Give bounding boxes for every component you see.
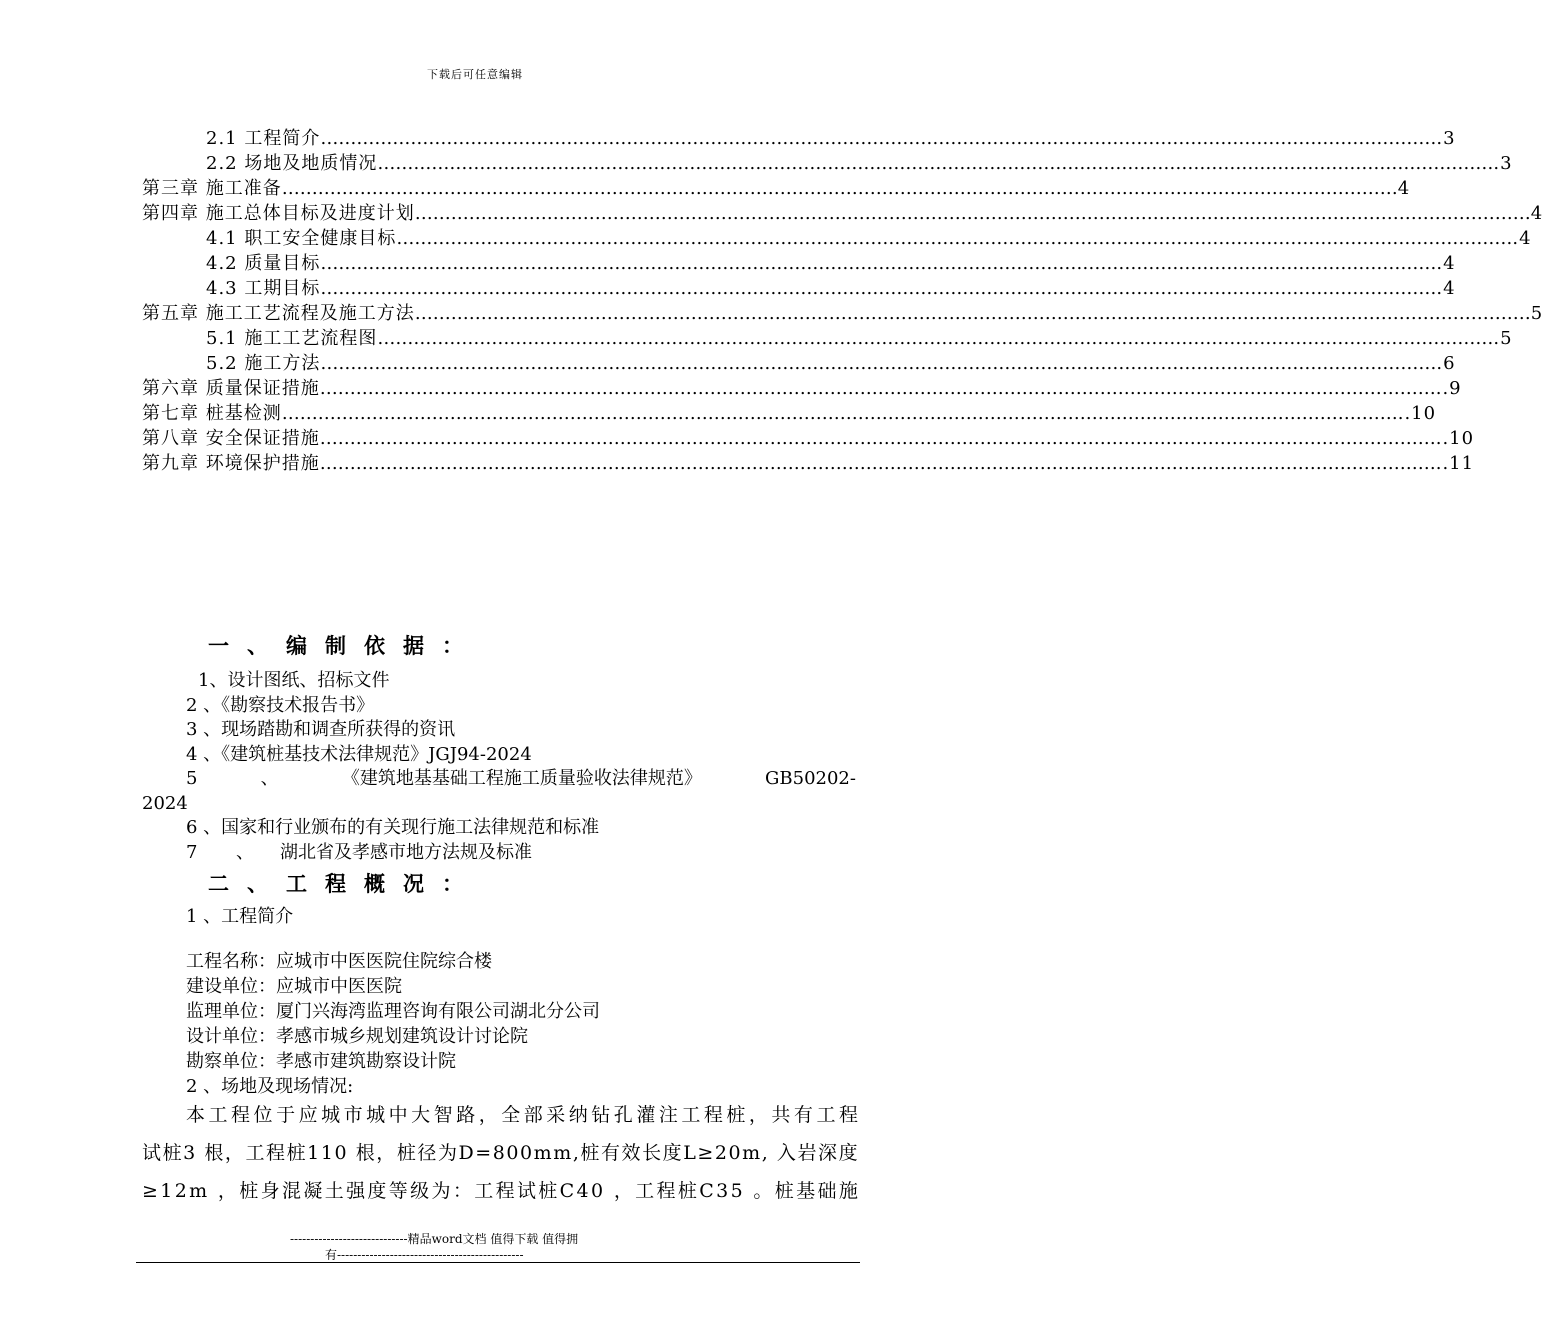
paragraph-line: ≥ 1 2 m ， 桩 身 混 凝 土 强 度 等 级 为 ： 工 程 试 桩 C 4 0 ， 工 程 桩 C 3 5 。 桩 基 础 施	[142, 1180, 858, 1202]
toc-entry	[142, 174, 1411, 199]
toc-entry	[142, 299, 1543, 324]
item-text: 湖北省及孝感市地方法规及标准	[280, 841, 532, 863]
toc-entry-label: 第五章 施工工艺流程及施工方法	[142, 303, 415, 324]
list-item	[142, 767, 858, 792]
toc-entry-label: 第七章 桩基检测	[142, 403, 282, 424]
toc-leader-dots: ……………………………………………………………………………………………………………………………………………………………………	[281, 178, 1398, 199]
toc-entry-label: 4.3 工期目标	[206, 278, 321, 299]
toc-entry-page: .3	[1436, 128, 1456, 149]
section-title-basis: 一、编制依据：	[208, 633, 481, 658]
subsection-title: 2 、场地及现场情况:	[186, 1076, 354, 1097]
list-item: 6 、国家和行业颁布的有关现行施工法律规范和标准	[186, 817, 600, 838]
list-item: 2 、《勘察技术报告书》	[186, 694, 375, 716]
toc-entry	[142, 149, 1513, 174]
toc-entry-page: .5	[1493, 328, 1513, 349]
toc-entry-page: ..10	[1435, 428, 1475, 449]
overview-block	[186, 904, 858, 1099]
toc-entry-page: .4	[1436, 253, 1456, 274]
toc-entry	[142, 349, 1456, 374]
item-separator: 、	[260, 768, 279, 789]
toc-entry-page: .3	[1493, 153, 1513, 174]
table-of-contents	[142, 124, 1543, 474]
toc-leader-dots: ……………………………………………………………………………………………………………………………………………………………………	[281, 403, 1398, 424]
info-line: 监理单位：厦门兴海湾监理咨询有限公司湖北分公司	[186, 1001, 600, 1022]
toc-leader-dots: ……………………………………………………………………………………………………………………………………………………………………	[319, 453, 1436, 474]
toc-entry-label: 第六章 质量保证措施	[142, 378, 320, 399]
toc-entry-label: 2.2 场地及地质情况	[206, 153, 378, 174]
paragraph-line: 试 桩 3 根 ， 工 程 桩 1 1 0 根 ， 桩 径 为 D = 8 0 0 m m , 桩 有 效 长 度 L ≥ 2 0 m , 入 岩 深 度	[142, 1142, 858, 1164]
toc-entry-label: 2.1 工程简介	[206, 128, 321, 149]
toc-entry-label: 第三章 施工准备	[142, 178, 282, 199]
page-header: 下载后可任意编辑	[427, 68, 523, 81]
info-line: 设计单位：孝感市城乡规划建筑设计讨论院	[186, 1026, 528, 1047]
toc-entry-page: .6	[1436, 353, 1456, 374]
site-paragraph	[142, 1096, 858, 1210]
toc-entry-page: ..11	[1435, 453, 1475, 474]
item-separator: 、	[236, 841, 254, 863]
toc-entry	[142, 374, 1462, 399]
toc-entry-page: .4	[1436, 278, 1456, 299]
toc-entry	[142, 199, 1543, 224]
toc-entry	[142, 249, 1456, 274]
toc-leader-dots: ……………………………………………………………………………………………………………………………………………………………………	[319, 378, 1436, 399]
toc-entry-page: 5	[1530, 303, 1543, 324]
toc-leader-dots: ……………………………………………………………………………………………………………………………………………………………………	[320, 128, 1437, 149]
toc-entry	[142, 449, 1475, 474]
info-line: 勘察单位：孝感市建筑勘察设计院	[186, 1051, 456, 1072]
item-number: 5	[186, 768, 198, 789]
toc-entry-label: 4.1 职工安全健康目标	[206, 228, 397, 249]
toc-entry-label: 4.2 质量目标	[206, 253, 321, 274]
list-item: 1、设计图纸、招标文件	[198, 670, 390, 691]
paragraph-line: 本 工 程 位 于 应 城 市 城 中 大 智 路 ， 全 部 采 纳 钻 孔 灌 注 工 程 桩 ， 共 有 工 程	[186, 1104, 858, 1126]
toc-entry-page: 4	[1530, 203, 1543, 224]
item-number: 7	[186, 841, 198, 863]
toc-entry-page: ..10	[1397, 403, 1437, 424]
toc-leader-dots: ……………………………………………………………………………………………………………………………………………………………………	[320, 278, 1437, 299]
toc-entry-label: 5.2 施工方法	[206, 353, 321, 374]
toc-leader-dots: ……………………………………………………………………………………………………………………………………………………………………	[414, 203, 1531, 224]
toc-entry-label: 第八章 安全保证措施	[142, 428, 320, 449]
toc-leader-dots: ……………………………………………………………………………………………………………………………………………………………………	[377, 153, 1494, 174]
toc-entry-page: .4	[1512, 228, 1532, 249]
toc-leader-dots: ……………………………………………………………………………………………………………………………………………………………………	[320, 253, 1437, 274]
toc-leader-dots: ……………………………………………………………………………………………………………………………………………………………………	[414, 303, 1531, 324]
footer-text-continued: 有----------------------------------------------	[325, 1248, 524, 1262]
toc-entry	[142, 324, 1513, 349]
subsection-title: 1 、工程简介	[186, 906, 294, 927]
item-code: GB50202-	[765, 768, 856, 789]
info-line: 工程名称：应城市中医医院住院综合楼	[186, 951, 492, 972]
toc-entry-label: 第四章 施工总体目标及进度计划	[142, 203, 415, 224]
toc-leader-dots: ……………………………………………………………………………………………………………………………………………………………………	[396, 228, 1513, 249]
toc-entry-page: 4	[1397, 178, 1411, 199]
info-line: 建设单位：应城市中医医院	[186, 976, 402, 997]
toc-entry-page: ..9	[1435, 378, 1462, 399]
section-title-overview: 二、工程概况：	[208, 871, 481, 896]
toc-entry-label: 第九章 环境保护措施	[142, 453, 320, 474]
list-item-continuation: 2024	[142, 792, 188, 814]
footer-rule	[136, 1262, 860, 1263]
basis-list	[142, 669, 858, 865]
toc-leader-dots: ……………………………………………………………………………………………………………………………………………………………………	[319, 428, 1436, 449]
list-item: 4 、《建筑桩基技术法律规范》JGJ94-2024	[186, 743, 532, 765]
item-text: 《建筑地基基础工程施工质量验收法律规范》	[341, 768, 702, 789]
toc-entry	[142, 274, 1456, 299]
toc-entry-label: 5.1 施工工艺流程图	[206, 328, 378, 349]
toc-entry	[142, 424, 1475, 449]
footer-text: -----------------------------精品word文档 值得下载 值得拥	[290, 1232, 579, 1246]
toc-entry	[142, 399, 1437, 424]
toc-entry	[142, 224, 1532, 249]
list-item	[142, 841, 858, 866]
toc-leader-dots: ……………………………………………………………………………………………………………………………………………………………………	[377, 328, 1494, 349]
toc-leader-dots: ……………………………………………………………………………………………………………………………………………………………………	[320, 353, 1437, 374]
list-item: 3 、现场踏勘和调查所获得的资讯	[186, 719, 456, 740]
toc-entry	[142, 124, 1456, 149]
